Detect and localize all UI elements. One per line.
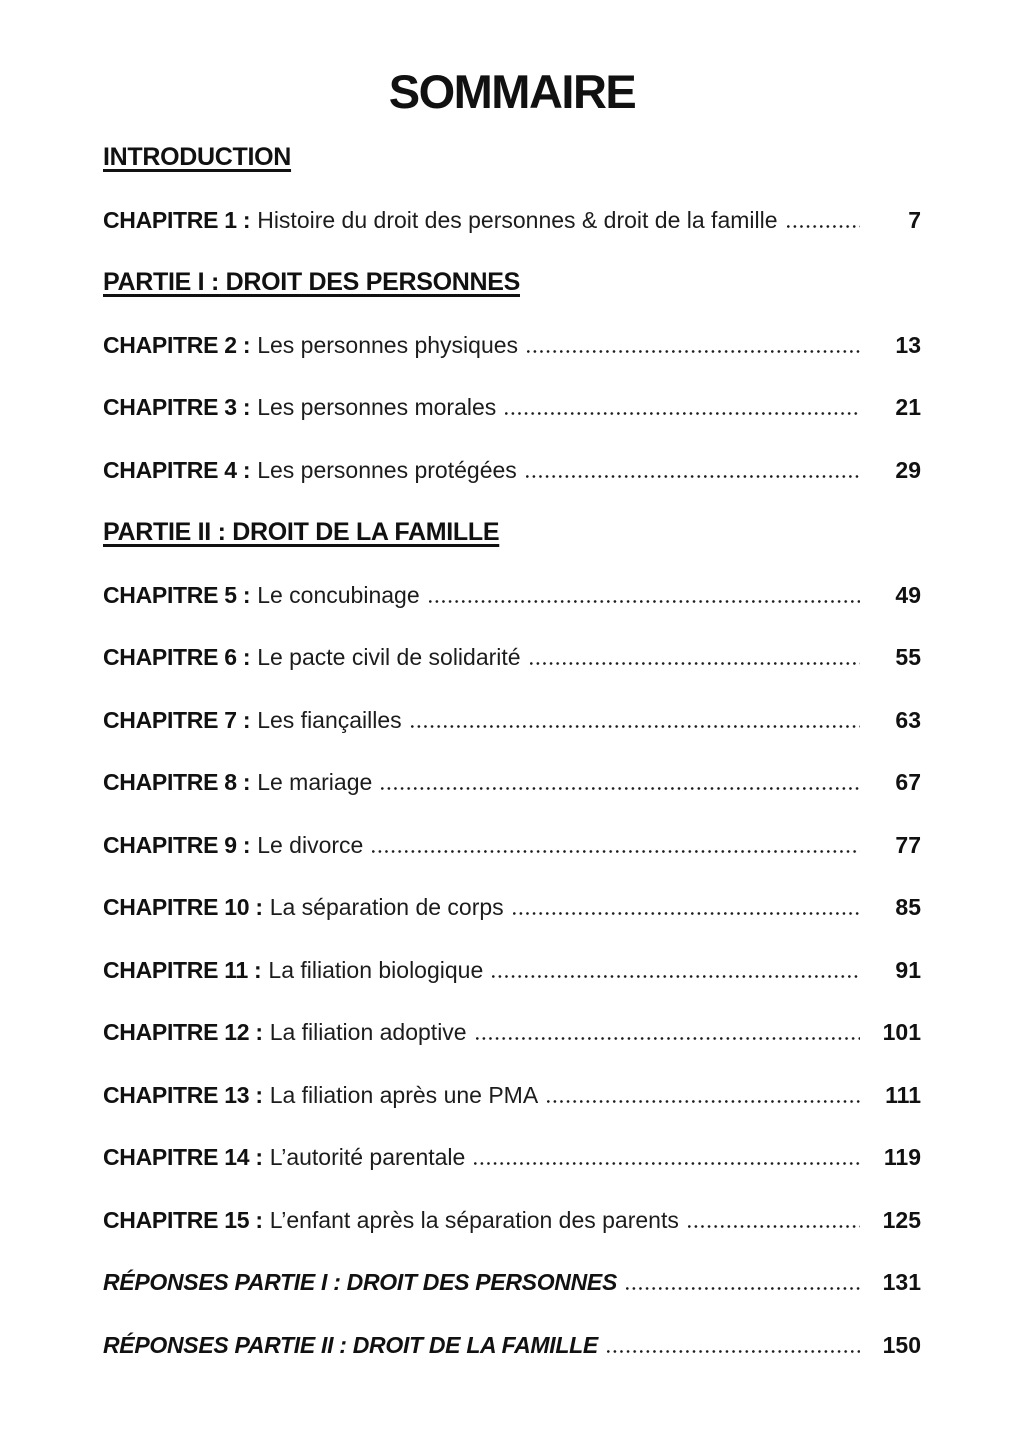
chapter-title: Les personnes morales [257, 394, 497, 420]
chapter-number-label: CHAPITRE 7 : [103, 706, 251, 733]
chapter-title: Histoire du droit des personnes & droit de la famille [257, 206, 778, 233]
chapter-number-label: CHAPITRE 11 : [103, 956, 262, 983]
toc-entry-chapitre-11 [103, 956, 921, 984]
dot-leader [429, 600, 860, 603]
toc-entry-chapitre-14 [103, 1143, 921, 1171]
chapter-title: Le concubinage [257, 581, 420, 608]
dot-leader [526, 475, 860, 478]
chapter-title: Le pacte civil de solidarité [257, 644, 521, 670]
chapter-number-label: CHAPITRE 1 : [103, 206, 251, 233]
section-heading-label: PARTIE II : DROIT DE LA FAMILLE [103, 518, 500, 546]
toc-entry-chapitre-4 [103, 456, 921, 484]
page-number: 150 [882, 1331, 921, 1358]
toc-entry-chapitre-13 [103, 1081, 921, 1109]
toc-entry-chapitre-2 [103, 331, 921, 359]
page-number: 67 [895, 769, 921, 795]
chapter-title: La filiation adoptive [269, 1019, 467, 1045]
toc-entry-reponses-partie-2 [103, 1331, 921, 1359]
dot-leader [476, 1037, 860, 1040]
dot-leader [381, 787, 860, 790]
chapter-number-label: CHAPITRE 8 : [103, 769, 251, 795]
toc-entry-chapitre-6 [103, 643, 921, 671]
chapter-number-label: CHAPITRE 14 : [103, 1144, 263, 1170]
toc-entry-chapitre-3 [103, 393, 921, 421]
section-heading-label: PARTIE I : DROIT DES PERSONNES [103, 268, 520, 296]
page-number: 131 [882, 1269, 921, 1295]
dot-leader [787, 225, 860, 228]
chapter-number-label: CHAPITRE 12 : [103, 1019, 263, 1045]
chapter-title: Les fiançailles [257, 706, 402, 733]
chapter-title: La séparation de corps [269, 894, 504, 920]
dot-leader [547, 1100, 860, 1103]
chapter-title: Le divorce [257, 831, 364, 858]
dot-leader [530, 662, 860, 665]
page-number: 13 [895, 331, 921, 358]
page-number: 49 [895, 581, 921, 608]
chapter-title: Les personnes protégées [257, 456, 517, 483]
dot-leader [492, 975, 860, 978]
dot-leader [688, 1225, 860, 1228]
chapter-number-label: CHAPITRE 10 : [103, 894, 263, 920]
page-title: SOMMAIRE [388, 65, 636, 118]
page-number: 85 [895, 894, 921, 920]
page-number: 77 [895, 831, 921, 858]
page-number: 29 [895, 456, 921, 483]
toc-entry-reponses-partie-1 [103, 1268, 921, 1296]
dot-leader [474, 1162, 860, 1165]
dot-leader [411, 725, 860, 728]
toc-entry-chapitre-7 [103, 706, 921, 734]
section-heading-label: INTRODUCTION [103, 143, 292, 171]
page-number: 63 [895, 706, 921, 733]
chapter-number-label: CHAPITRE 9 : [103, 831, 251, 858]
answers-section-label: RÉPONSES PARTIE I : DROIT DES PERSONNES [103, 1269, 617, 1295]
dot-leader [505, 412, 860, 415]
section-heading-partie-2 [103, 518, 921, 546]
dot-leader [527, 350, 860, 353]
section-heading-introduction [103, 143, 921, 171]
chapter-title: La filiation biologique [268, 956, 484, 983]
dot-leader [513, 912, 860, 915]
chapter-title: Le mariage [257, 769, 373, 795]
toc-entry-chapitre-5 [103, 581, 921, 609]
page-number: 91 [895, 956, 921, 983]
chapter-number-label: CHAPITRE 5 : [103, 581, 251, 608]
page-number: 55 [895, 644, 921, 670]
chapter-number-label: CHAPITRE 3 : [103, 394, 251, 420]
page-number: 125 [882, 1206, 921, 1233]
chapter-number-label: CHAPITRE 13 : [103, 1081, 263, 1108]
dot-leader [607, 1350, 860, 1353]
page-number: 7 [908, 206, 921, 233]
chapter-title: La filiation après une PMA [269, 1081, 539, 1108]
toc-entry-chapitre-15 [103, 1206, 921, 1234]
toc-entry-chapitre-8 [103, 768, 921, 796]
dot-leader [372, 850, 860, 853]
chapter-title: L’autorité parentale [269, 1144, 466, 1170]
chapter-title: Les personnes physiques [257, 331, 519, 358]
chapter-number-label: CHAPITRE 4 : [103, 456, 251, 483]
section-heading-partie-1 [103, 268, 921, 296]
chapter-number-label: CHAPITRE 6 : [103, 644, 251, 670]
page-number: 21 [895, 394, 921, 420]
answers-section-label: RÉPONSES PARTIE II : DROIT DE LA FAMILLE [103, 1331, 598, 1358]
page-number: 119 [883, 1144, 921, 1170]
chapter-number-label: CHAPITRE 2 : [103, 331, 251, 358]
chapter-title: L’enfant après la séparation des parents [269, 1206, 679, 1233]
page-number: 111 [885, 1081, 921, 1108]
toc-entry-chapitre-9 [103, 831, 921, 859]
page-number: 101 [882, 1019, 921, 1045]
toc-entry-chapitre-1 [103, 206, 921, 234]
chapter-number-label: CHAPITRE 15 : [103, 1206, 263, 1233]
toc-entry-chapitre-12 [103, 1018, 921, 1046]
toc-entry-chapitre-10 [103, 893, 921, 921]
dot-leader [626, 1287, 860, 1290]
